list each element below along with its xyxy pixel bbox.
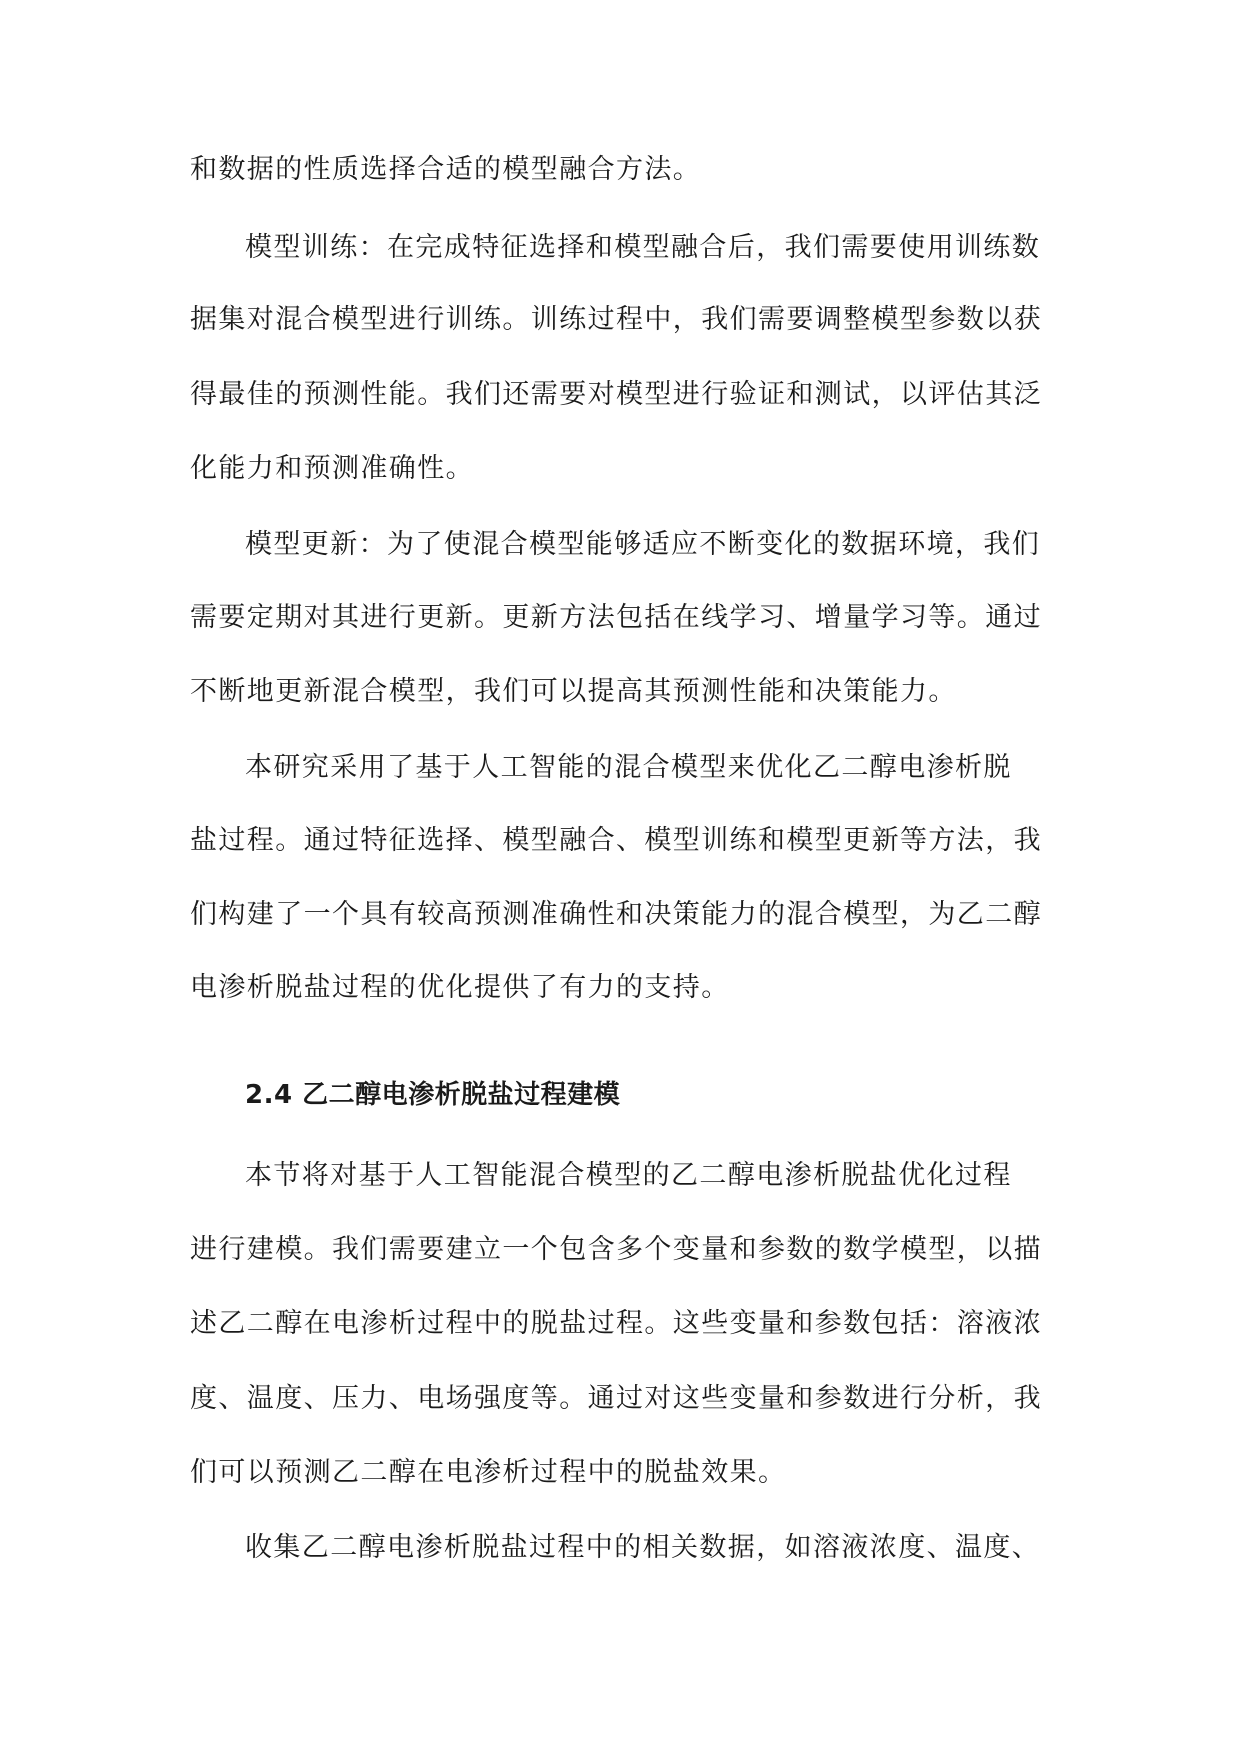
paragraph-4-line-4: 电渗析脱盐过程的优化提供了有力的支持。	[190, 972, 730, 1003]
paragraph-3-line-2: 需要定期对其进行更新。更新方法包括在线学习、增量学习等。通过	[190, 602, 1042, 633]
paragraph-5-line-4: 度、温度、压力、电场强度等。通过对这些变量和参数进行分析，我	[190, 1383, 1042, 1414]
paragraph-3-line-3: 不断地更新混合模型，我们可以提高其预测性能和决策能力。	[190, 676, 957, 707]
paragraph-4-line-3: 们构建了一个具有较高预测准确性和决策能力的混合模型，为乙二醇	[190, 899, 1042, 930]
paragraph-2-line-3: 得最佳的预测性能。我们还需要对模型进行验证和测试，以评估其泛	[190, 379, 1042, 410]
paragraph-5-line-5: 们可以预测乙二醇在电渗析过程中的脱盐效果。	[190, 1457, 787, 1488]
paragraph-6-line-1: 收集乙二醇电渗析脱盐过程中的相关数据，如溶液浓度、温度、	[245, 1532, 1041, 1563]
paragraph-5-line-1: 本节将对基于人工智能混合模型的乙二醇电渗析脱盐优化过程	[245, 1160, 1012, 1191]
section-heading: 2.4 乙二醇电渗析脱盐过程建模	[245, 1080, 621, 1110]
paragraph-2-line-4: 化能力和预测准确性。	[190, 453, 474, 484]
paragraph-5-line-2: 进行建模。我们需要建立一个包含多个变量和参数的数学模型，以描	[190, 1234, 1042, 1265]
paragraph-3-line-1: 模型更新：为了使混合模型能够适应不断变化的数据环境，我们	[245, 529, 1041, 560]
paragraph-4-line-2: 盐过程。通过特征选择、模型融合、模型训练和模型更新等方法，我	[190, 825, 1042, 856]
paragraph-1-line-1: 和数据的性质选择合适的模型融合方法。	[190, 154, 702, 185]
paragraph-2-line-1: 模型训练：在完成特征选择和模型融合后，我们需要使用训练数	[245, 232, 1041, 263]
paragraph-4-line-1: 本研究采用了基于人工智能的混合模型来优化乙二醇电渗析脱	[245, 752, 1012, 783]
paragraph-5-line-3: 述乙二醇在电渗析过程中的脱盐过程。这些变量和参数包括：溶液浓	[190, 1308, 1042, 1339]
paragraph-2-line-2: 据集对混合模型进行训练。训练过程中，我们需要调整模型参数以获	[190, 304, 1042, 335]
